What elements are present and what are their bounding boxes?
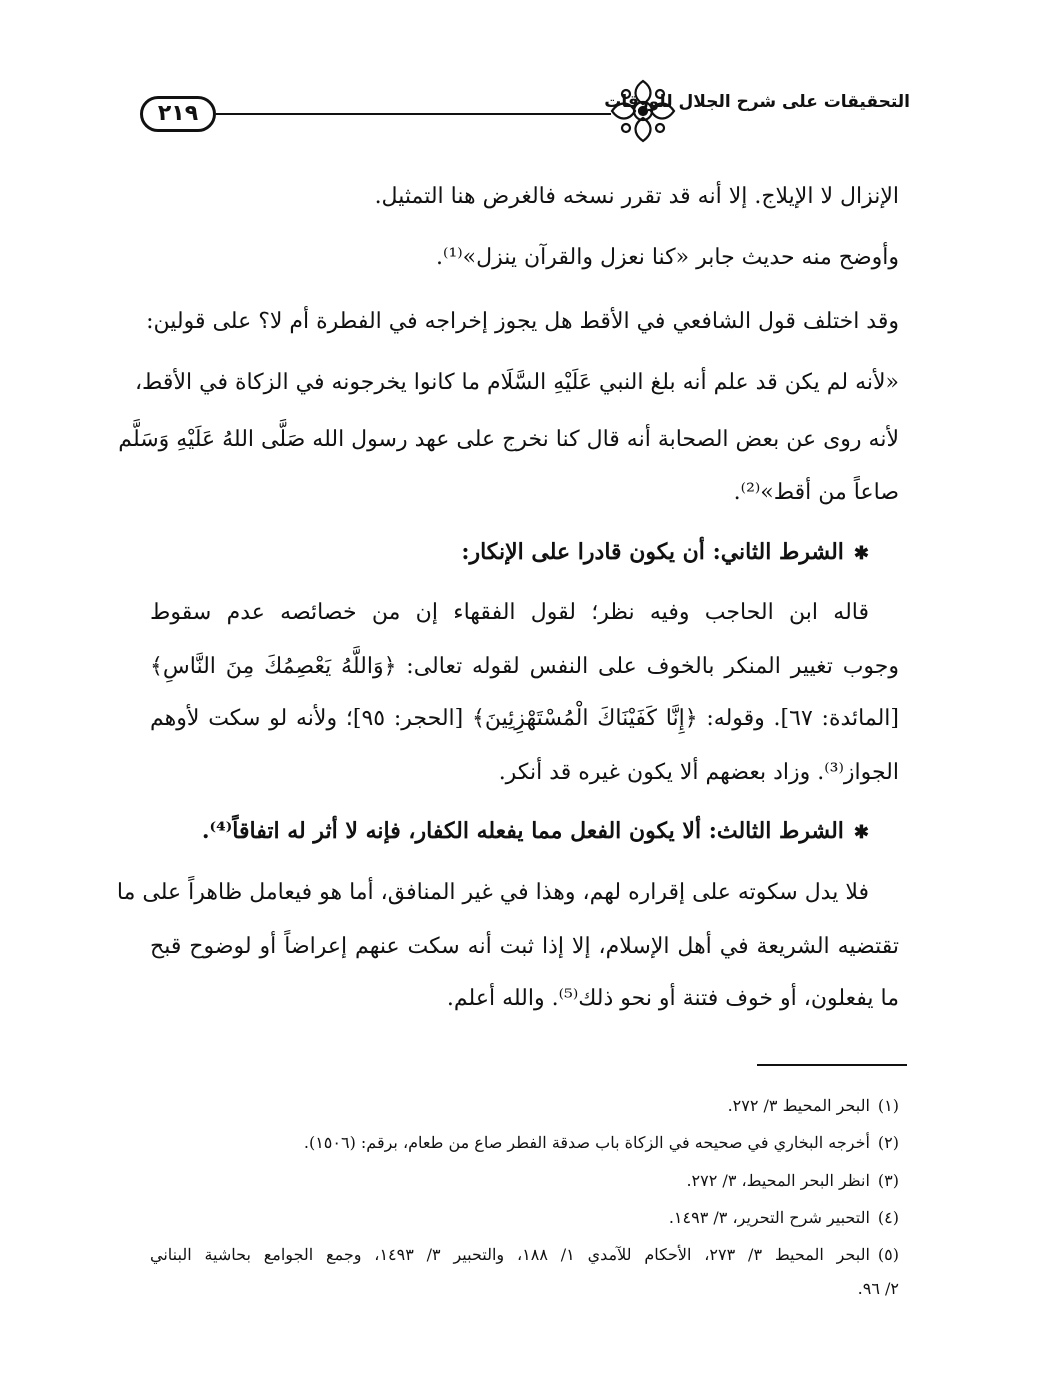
footnote-number: (٥) [877,1245,900,1264]
body-line-5: لأنه روى عن بعض الصحابة أنه قال كنا نخرج على عهد رسول الله صَلَّى اللهُ عَلَيْهِ وَسَلَّم [118,427,899,452]
running-title: التحقيقات على شرح الجلال للورقات [604,92,910,112]
star-bullet-icon: ✱ [853,543,869,564]
body-line-4: «لأنه لم يكن قد علم أنه بلغ النبي عَلَيْهِ السَّلَام ما كانوا يخرجونه في الزكاة في الأقط، [134,370,899,395]
body-line-14: تقتضيه الشريعة في أهل الإسلام، إلا إذا ثبت أنه سكت عنهم إعراضاً أو لوضوح قبح [150,934,899,959]
heading-text: الشرط الثاني: أن يكون قادرا على الإنكار: [461,539,844,565]
footnote-text: البحر المحيط ٣/ ٢٧٣، الأحكام للآمدي ١/ ١٨٨، والتحبير ٣/ ١٤٩٣، وجمع الجوامع بحاشية البناني [150,1245,870,1264]
body-line-11: الجواز⁽³⁾. وزاد بعضهم ألا يكون غيره قد أنكر. [498,760,899,785]
body-line-13: فلا يدل سكوته على إقراره لهم، وهذا في غير المنافق، أما هو فيعامل ظاهراً على ما [116,880,869,905]
page-header [140,78,910,148]
footnote-3 [686,1169,899,1193]
section-heading-condition-3 [202,816,869,848]
body-line-2: وأوضح منه حديث جابر «كنا نعزل والقرآن ينزل»⁽¹⁾. [436,245,899,270]
footnote-number: (١) [877,1096,899,1115]
footnote-5-continuation [858,1277,899,1301]
page-number: ٢١٩ [140,96,216,132]
body-line-8: قاله ابن الحاجب وفيه نظر؛ لقول الفقهاء إن من خصائصه عدم سقوط [150,600,869,625]
body-line-10: [المائدة: ٦٧]. وقوله: ﴿إِنَّا كَفَيْنَاكَ الْمُسْتَهْزِئِينَ﴾ [الحجر: ٩٥]؛ ولأنه لو سكت لأوهم [150,706,899,731]
footnote-text: انظر البحر المحيط، ٣/ ٢٧٢. [686,1171,870,1190]
body-line-1: الإنزال لا الإيلاج. إلا أنه قد تقرر نسخه فالغرض هنا التمثيل. [374,184,899,209]
footnote-number: (٢) [877,1133,899,1152]
footnote-5 [150,1243,899,1267]
footnote-2 [304,1131,899,1155]
heading-text: الشرط الثالث: ألا يكون الفعل مما يفعله الكفار، فإنه لا أثر له اتفاقاً⁽⁴⁾. [201,818,844,844]
body-line-6: صاعاً من أقط»⁽²⁾. [733,480,899,505]
footnote-text: أخرجه البخاري في صحيحه في الزكاة باب صدقة الفطر صاع من طعام، برقم: (١٥٠٦). [303,1133,870,1152]
footnote-separator [757,1064,907,1066]
star-bullet-icon: ✱ [853,822,869,843]
footnote-4 [669,1206,899,1230]
footnote-1 [728,1094,899,1118]
footnote-number: (٣) [877,1171,899,1190]
section-heading-condition-2 [461,537,869,569]
body-line-9: وجوب تغيير المنكر بالخوف على النفس لقوله تعالى: ﴿وَاللَّهُ يَعْصِمُكَ مِنَ النَّاسِ﴾ [150,654,899,679]
header-rule [216,113,611,115]
footnote-number: (٤) [877,1208,899,1227]
footnote-text: التحبير شرح التحرير، ٣/ ١٤٩٣. [668,1208,870,1227]
footnote-text: البحر المحيط ٣/ ٢٧٢. [727,1096,870,1115]
body-line-15: ما يفعلون، أو خوف فتنة أو نحو ذلك⁽⁵⁾. والله أعلم. [446,986,899,1011]
body-line-3: وقد اختلف قول الشافعي في الأقط هل يجوز إخراجه في الفطرة أم لا؟ على قولين: [146,309,899,334]
footnote-text: ٢/ ٩٦. [857,1279,899,1298]
